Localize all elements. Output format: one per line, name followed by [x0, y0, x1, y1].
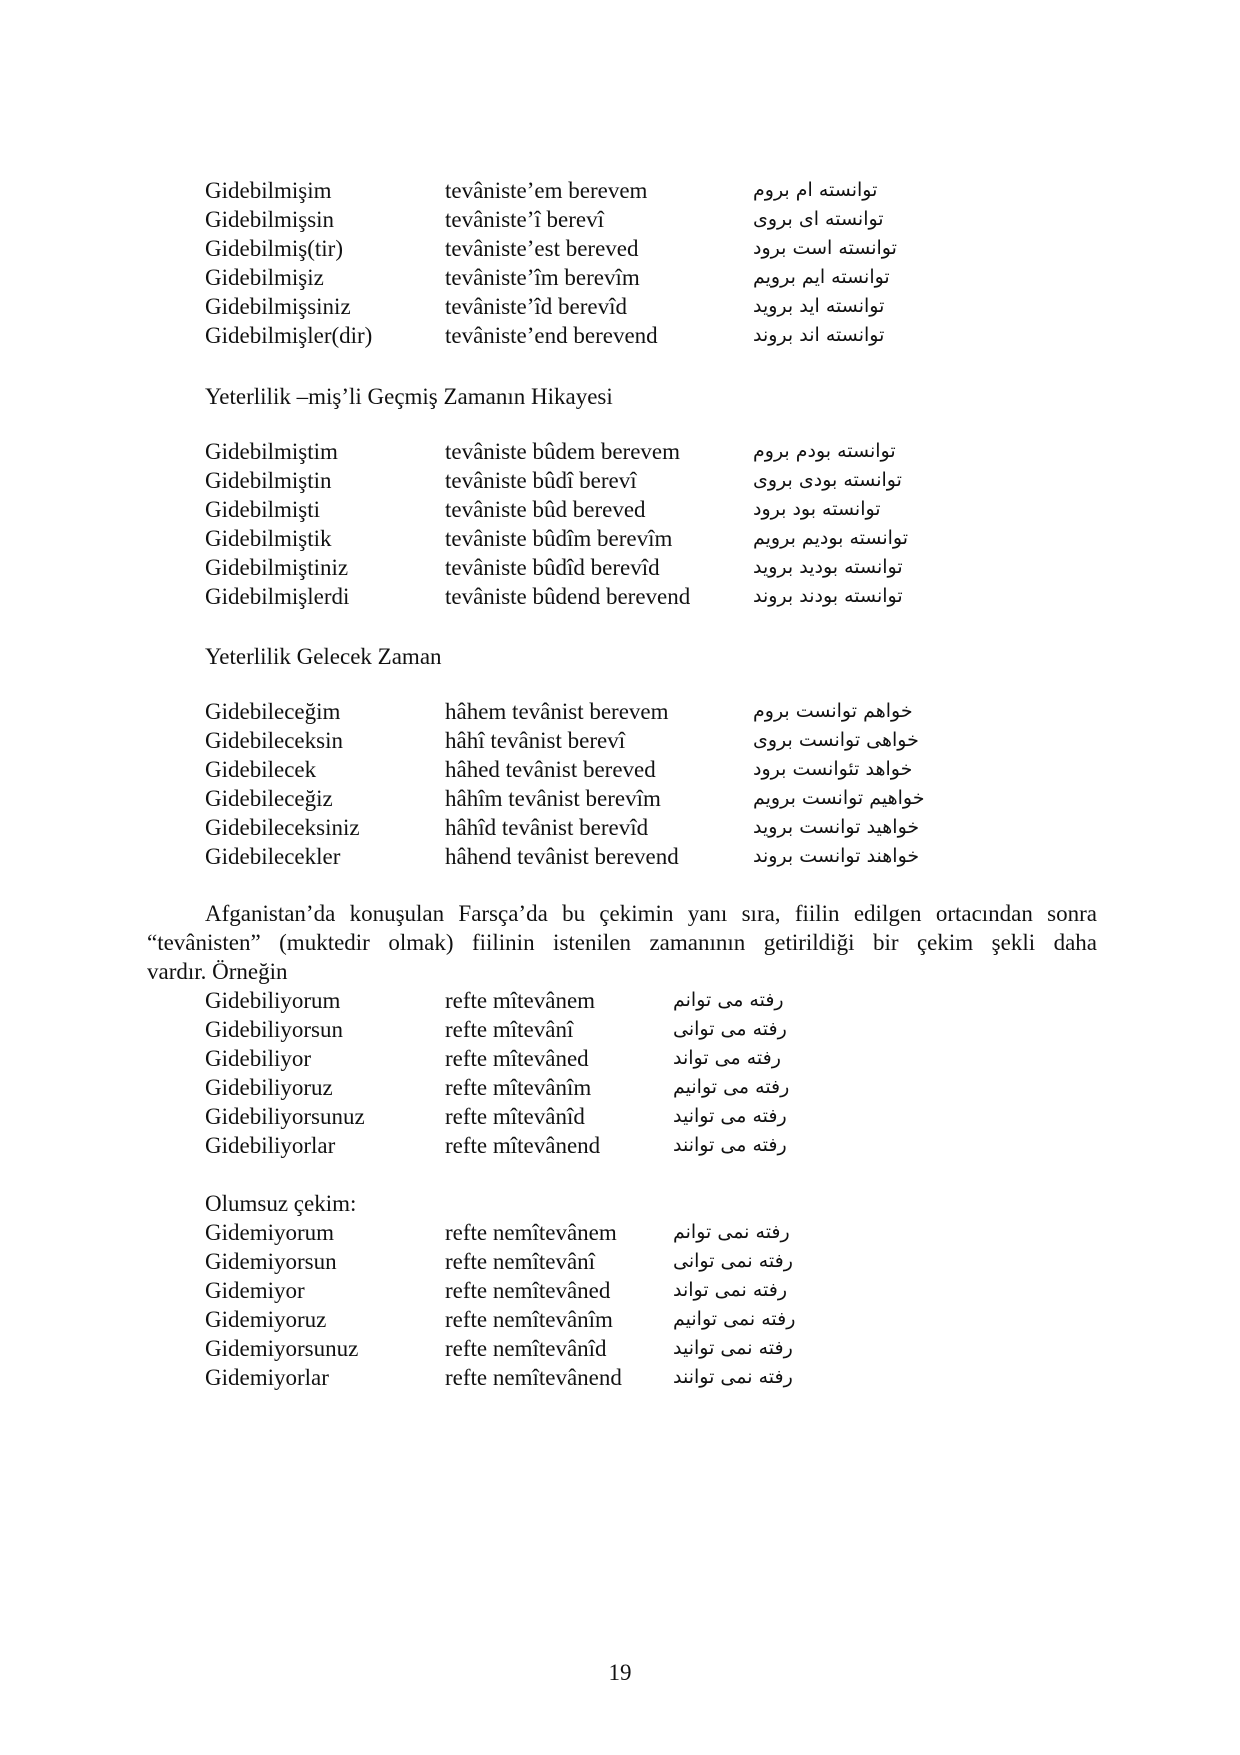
section-heading-gelecek: Yeterlilik Gelecek Zaman: [205, 644, 442, 669]
persian-form: توانسته ام بروم: [753, 179, 878, 201]
persian-form: رفته می توانیم: [673, 1076, 790, 1098]
turkish-form: Gidebiliyorsunuz: [205, 1104, 365, 1129]
persian-form: توانسته بودم بروم: [753, 440, 896, 462]
persian-form: توانسته است برود: [753, 237, 897, 259]
table-row: [205, 755, 1105, 784]
paragraph-line: Afganistan’da konuşulan Farsça’da bu çekimin yanı sıra, fiilin edilgen ortacından sonra: [205, 901, 1097, 926]
transliteration: hâhî tevânist berevî: [445, 728, 626, 753]
table-row: [205, 263, 1105, 292]
table-row: [205, 1305, 1105, 1334]
table-row: [205, 1218, 1105, 1247]
section-heading-olumsuz: Olumsuz çekim:: [205, 1191, 357, 1216]
turkish-form: Gidebilmişim: [205, 178, 332, 203]
transliteration: tevâniste’î berevî: [445, 207, 605, 232]
turkish-form: Gidebileceksin: [205, 728, 343, 753]
paragraph-line: vardır. Örneğin: [147, 959, 288, 984]
persian-form: رفته می تواند: [673, 1047, 781, 1069]
table-row: [205, 697, 1105, 726]
transliteration: refte nemîtevânî: [445, 1249, 596, 1274]
table-row: [205, 466, 1105, 495]
turkish-form: Gidemiyor: [205, 1278, 305, 1303]
turkish-form: Gidebileceğim: [205, 699, 341, 724]
conjugation-table-hikaye: [205, 437, 1105, 611]
turkish-form: Gidebilecekler: [205, 844, 341, 869]
turkish-form: Gidebiliyorsun: [205, 1017, 343, 1042]
table-row: [205, 495, 1105, 524]
persian-form: خواهد تئوانست برود: [753, 758, 913, 780]
persian-form: رفته نمی توانی: [673, 1250, 793, 1272]
turkish-form: Gidebilmiş(tir): [205, 236, 343, 261]
transliteration: refte nemîtevânîm: [445, 1307, 613, 1332]
transliteration: tevâniste bûdîd berevîd: [445, 555, 660, 580]
transliteration: refte mîtevânend: [445, 1133, 601, 1158]
persian-form: رفته می توانید: [673, 1105, 787, 1127]
turkish-form: Gidebiliyoruz: [205, 1075, 333, 1100]
table-row: [205, 1276, 1105, 1305]
turkish-form: Gidebilmişlerdi: [205, 584, 350, 609]
persian-form: توانسته ای بروی: [753, 208, 884, 230]
persian-form: رفته نمی توانم: [673, 1221, 790, 1243]
persian-form: خواهیم توانست برویم: [753, 787, 925, 809]
turkish-form: Gidebilmişsiniz: [205, 294, 351, 319]
transliteration: hâhîd tevânist berevîd: [445, 815, 649, 840]
turkish-form: Gidemiyorlar: [205, 1365, 329, 1390]
transliteration: refte mîtevâned: [445, 1046, 589, 1071]
persian-form: رفته می توانم: [673, 989, 784, 1011]
table-row: [205, 524, 1105, 553]
persian-form: رفته می توانی: [673, 1018, 787, 1040]
persian-form: رفته می توانند: [673, 1134, 787, 1156]
table-row: [205, 842, 1105, 871]
persian-form: توانسته بودند بروند: [753, 585, 903, 607]
persian-form: خواهند توانست بروند: [753, 845, 920, 867]
table-row: [205, 1015, 1105, 1044]
table-row: [205, 321, 1105, 350]
conjugation-table-gelecek: [205, 697, 1105, 871]
transliteration: refte mîtevânî: [445, 1017, 574, 1042]
transliteration: tevâniste’em berevem: [445, 178, 648, 203]
body-paragraph: [147, 899, 1097, 986]
transliteration: tevâniste’end berevend: [445, 323, 658, 348]
table-row: [205, 234, 1105, 263]
transliteration: refte nemîtevânîd: [445, 1336, 607, 1361]
transliteration: tevâniste bûdîm berevîm: [445, 526, 673, 551]
table-row: [205, 292, 1105, 321]
persian-form: خواهم توانست بروم: [753, 700, 913, 722]
page-number: 19: [608, 1660, 632, 1685]
transliteration: refte nemîtevânend: [445, 1365, 622, 1390]
transliteration: hâhîm tevânist berevîm: [445, 786, 661, 811]
table-row: [205, 553, 1105, 582]
persian-form: رفته نمی توانید: [673, 1337, 793, 1359]
table-row: [205, 813, 1105, 842]
transliteration: refte mîtevânem: [445, 988, 596, 1013]
turkish-form: Gidemiyoruz: [205, 1307, 327, 1332]
persian-form: خواهی توانست بروی: [753, 729, 919, 751]
paragraph-line: “tevânisten” (muktedir olmak) fiilinin istenilen zamanının getirildiği bir çekim şekli daha: [147, 930, 1097, 955]
transliteration: tevâniste’îm berevîm: [445, 265, 640, 290]
transliteration: tevâniste’îd berevîd: [445, 294, 628, 319]
persian-form: رفته نمی توانیم: [673, 1308, 796, 1330]
table-row: [205, 1073, 1105, 1102]
transliteration: refte mîtevânîm: [445, 1075, 592, 1100]
table-row: [205, 1334, 1105, 1363]
conjugation-table-mis: [205, 176, 1105, 350]
table-row: [205, 1131, 1105, 1160]
persian-form: توانسته بودی بروی: [753, 469, 902, 491]
turkish-form: Gidebilmiştim: [205, 439, 338, 464]
table-row: [205, 1044, 1105, 1073]
turkish-form: Gidebilecek: [205, 757, 317, 782]
turkish-form: Gidebilmişsin: [205, 207, 335, 232]
turkish-form: Gidebilmişiz: [205, 265, 324, 290]
table-row: [205, 726, 1105, 755]
turkish-form: Gidebileceksiniz: [205, 815, 360, 840]
transliteration: tevâniste bûd bereved: [445, 497, 646, 522]
table-row: [205, 1247, 1105, 1276]
transliteration: refte nemîtevâned: [445, 1278, 611, 1303]
table-row: [205, 986, 1105, 1015]
persian-form: توانسته بودیم برویم: [753, 527, 908, 549]
table-row: [205, 784, 1105, 813]
section-heading-hikaye: Yeterlilik –miş’li Geçmiş Zamanın Hikayesi: [205, 384, 613, 409]
turkish-form: Gidemiyorsun: [205, 1249, 337, 1274]
table-row: [205, 437, 1105, 466]
turkish-form: Gidebilmiştin: [205, 468, 332, 493]
turkish-form: Gidemiyorsunuz: [205, 1336, 359, 1361]
persian-form: توانسته اید بروید: [753, 295, 885, 317]
turkish-form: Gidebilmişti: [205, 497, 320, 522]
transliteration: tevâniste’est bereved: [445, 236, 639, 261]
table-row: [205, 176, 1105, 205]
persian-form: توانسته ایم برویم: [753, 266, 890, 288]
table-row: [205, 205, 1105, 234]
transliteration: refte mîtevânîd: [445, 1104, 585, 1129]
persian-form: توانسته اند بروند: [753, 324, 885, 346]
transliteration: hâhend tevânist berevend: [445, 844, 679, 869]
transliteration: tevâniste bûdî berevî: [445, 468, 637, 493]
persian-form: توانسته بود برود: [753, 498, 881, 520]
transliteration: hâhed tevânist bereved: [445, 757, 656, 782]
table-row: [205, 582, 1105, 611]
persian-form: رفته نمی توانند: [673, 1366, 793, 1388]
transliteration: hâhem tevânist berevem: [445, 699, 669, 724]
conjugation-table-ornek: [205, 986, 1105, 1160]
persian-form: خواهید توانست بروید: [753, 816, 920, 838]
persian-form: رفته نمی تواند: [673, 1279, 788, 1301]
transliteration: refte nemîtevânem: [445, 1220, 617, 1245]
turkish-form: Gidebiliyorlar: [205, 1133, 336, 1158]
table-row: [205, 1363, 1105, 1392]
transliteration: tevâniste bûdend berevend: [445, 584, 691, 609]
turkish-form: Gidebiliyor: [205, 1046, 312, 1071]
turkish-form: Gidebilmiştiniz: [205, 555, 349, 580]
transliteration: tevâniste bûdem berevem: [445, 439, 681, 464]
persian-form: توانسته بودید بروید: [753, 556, 903, 578]
turkish-form: Gidebilmiştik: [205, 526, 332, 551]
turkish-form: Gidebiliyorum: [205, 988, 341, 1013]
turkish-form: Gidemiyorum: [205, 1220, 335, 1245]
turkish-form: Gidebileceğiz: [205, 786, 333, 811]
table-row: [205, 1102, 1105, 1131]
conjugation-table-olumsuz: [205, 1218, 1105, 1392]
turkish-form: Gidebilmişler(dir): [205, 323, 373, 348]
